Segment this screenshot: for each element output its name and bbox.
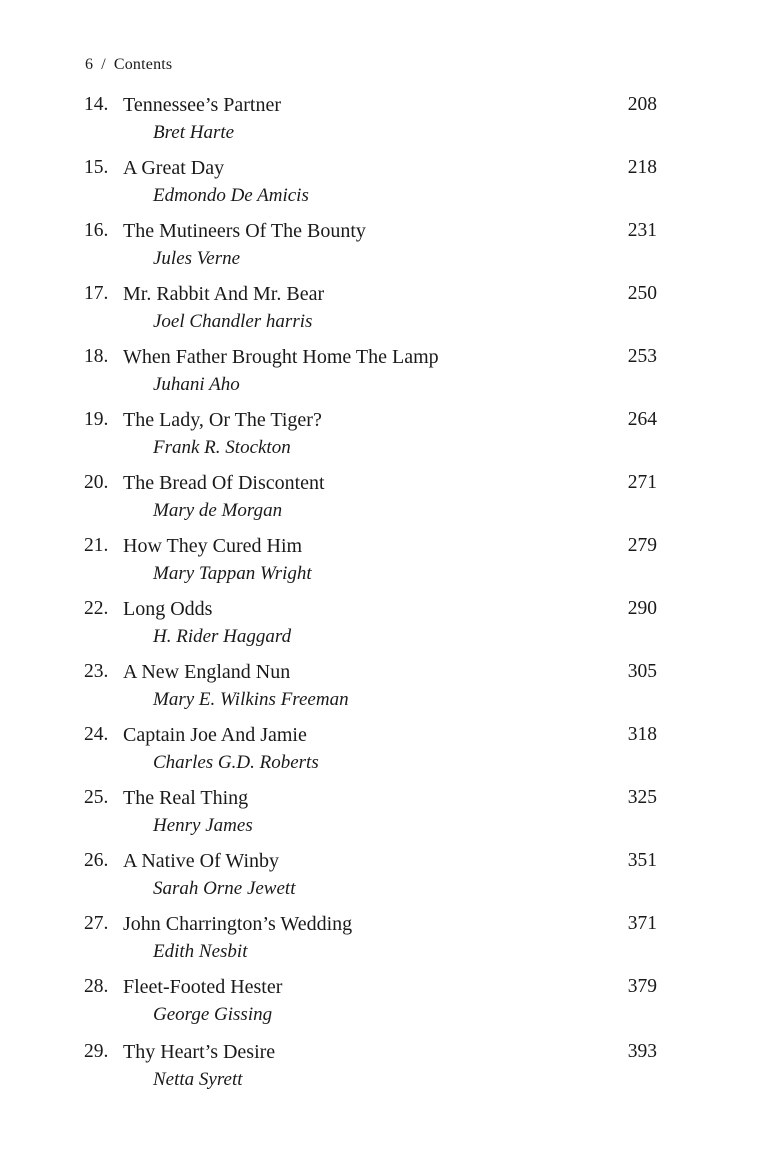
entry-author: Mary de Morgan — [153, 500, 283, 521]
entry-title: How They Cured Him — [123, 535, 303, 557]
entry-number: 16. — [84, 220, 109, 241]
entry-author: Netta Syrett — [153, 1069, 243, 1090]
entry-number: 28. — [84, 976, 109, 997]
toc-entry — [0, 280, 761, 343]
toc-entry — [0, 973, 761, 1036]
entry-title: When Father Brought Home The Lamp — [123, 346, 439, 368]
entry-page-number: 305 — [627, 661, 657, 682]
entry-title: The Real Thing — [123, 787, 249, 809]
toc-entry — [0, 784, 761, 847]
toc-entry — [0, 343, 761, 406]
entry-number: 25. — [84, 787, 109, 808]
entry-author: Mary E. Wilkins Freeman — [153, 689, 349, 710]
entry-number: 24. — [84, 724, 109, 745]
entry-author: Sarah Orne Jewett — [153, 878, 296, 899]
entry-page-number: 379 — [627, 976, 657, 997]
entry-number: 17. — [84, 283, 109, 304]
toc-entry — [0, 91, 761, 154]
entry-number: 20. — [84, 472, 109, 493]
entry-number: 27. — [84, 913, 109, 934]
toc-entry — [0, 217, 761, 280]
entry-author: Edmondo De Amicis — [153, 185, 309, 206]
entry-title: Captain Joe And Jamie — [123, 724, 307, 746]
entry-page-number: 371 — [627, 913, 657, 934]
entry-page-number: 318 — [627, 724, 657, 745]
entry-page-number: 325 — [627, 787, 657, 808]
entry-title: The Lady, Or The Tiger? — [123, 409, 322, 431]
entry-page-number: 208 — [627, 94, 657, 115]
entry-author: Charles G.D. Roberts — [153, 752, 319, 773]
entry-page-number: 264 — [627, 409, 657, 430]
entry-author: Frank R. Stockton — [153, 437, 291, 458]
toc-entry — [0, 406, 761, 469]
entry-author: Mary Tappan Wright — [153, 563, 312, 584]
toc-entry — [0, 532, 761, 595]
entry-author: George Gissing — [153, 1004, 273, 1025]
entry-number: 18. — [84, 346, 109, 367]
entry-title: The Mutineers Of The Bounty — [123, 220, 366, 242]
entry-number: 15. — [84, 157, 109, 178]
entry-author: Juhani Aho — [153, 374, 240, 395]
entry-author: Henry James — [153, 815, 253, 836]
entry-author: Joel Chandler harris — [153, 311, 313, 332]
entry-page-number: 253 — [627, 346, 657, 367]
entry-number: 14. — [84, 94, 109, 115]
entry-number: 29. — [84, 1041, 109, 1062]
entry-title: Thy Heart’s Desire — [123, 1041, 276, 1063]
entry-title: John Charrington’s Wedding — [123, 913, 353, 935]
entry-title: A Great Day — [123, 157, 225, 179]
entry-title: A New England Nun — [123, 661, 291, 683]
entry-page-number: 393 — [627, 1041, 657, 1062]
table-of-contents — [0, 91, 761, 1101]
entry-page-number: 250 — [627, 283, 657, 304]
entry-title: Tennessee’s Partner — [123, 94, 281, 116]
entry-page-number: 279 — [627, 535, 657, 556]
running-head — [85, 55, 172, 75]
entry-page-number: 271 — [627, 472, 657, 493]
entry-number: 19. — [84, 409, 109, 430]
running-head-section: Contents — [113, 56, 173, 73]
entry-author: Jules Verne — [153, 248, 241, 269]
toc-entry — [0, 469, 761, 532]
entry-number: 21. — [84, 535, 109, 556]
toc-entry — [0, 154, 761, 217]
entry-author: H. Rider Haggard — [153, 626, 292, 647]
toc-entry — [0, 595, 761, 658]
entry-title: Fleet-Footed Hester — [123, 976, 283, 998]
toc-entry — [0, 1038, 761, 1101]
entry-number: 22. — [84, 598, 109, 619]
entry-title: Long Odds — [123, 598, 213, 620]
entry-page-number: 231 — [627, 220, 657, 241]
entry-author: Bret Harte — [153, 122, 235, 143]
entry-author: Edith Nesbit — [153, 941, 248, 962]
toc-entry — [0, 658, 761, 721]
running-head-separator: / — [101, 56, 106, 73]
toc-entry — [0, 847, 761, 910]
toc-entry — [0, 721, 761, 784]
entry-number: 26. — [84, 850, 109, 871]
entry-title: Mr. Rabbit And Mr. Bear — [123, 283, 325, 305]
entry-page-number: 351 — [627, 850, 657, 871]
toc-entry — [0, 910, 761, 973]
entry-number: 23. — [84, 661, 109, 682]
entry-page-number: 218 — [627, 157, 657, 178]
entry-title: The Bread Of Discontent — [123, 472, 325, 494]
entry-title: A Native Of Winby — [123, 850, 280, 872]
running-head-page-number: 6 — [85, 56, 94, 73]
entry-page-number: 290 — [627, 598, 657, 619]
